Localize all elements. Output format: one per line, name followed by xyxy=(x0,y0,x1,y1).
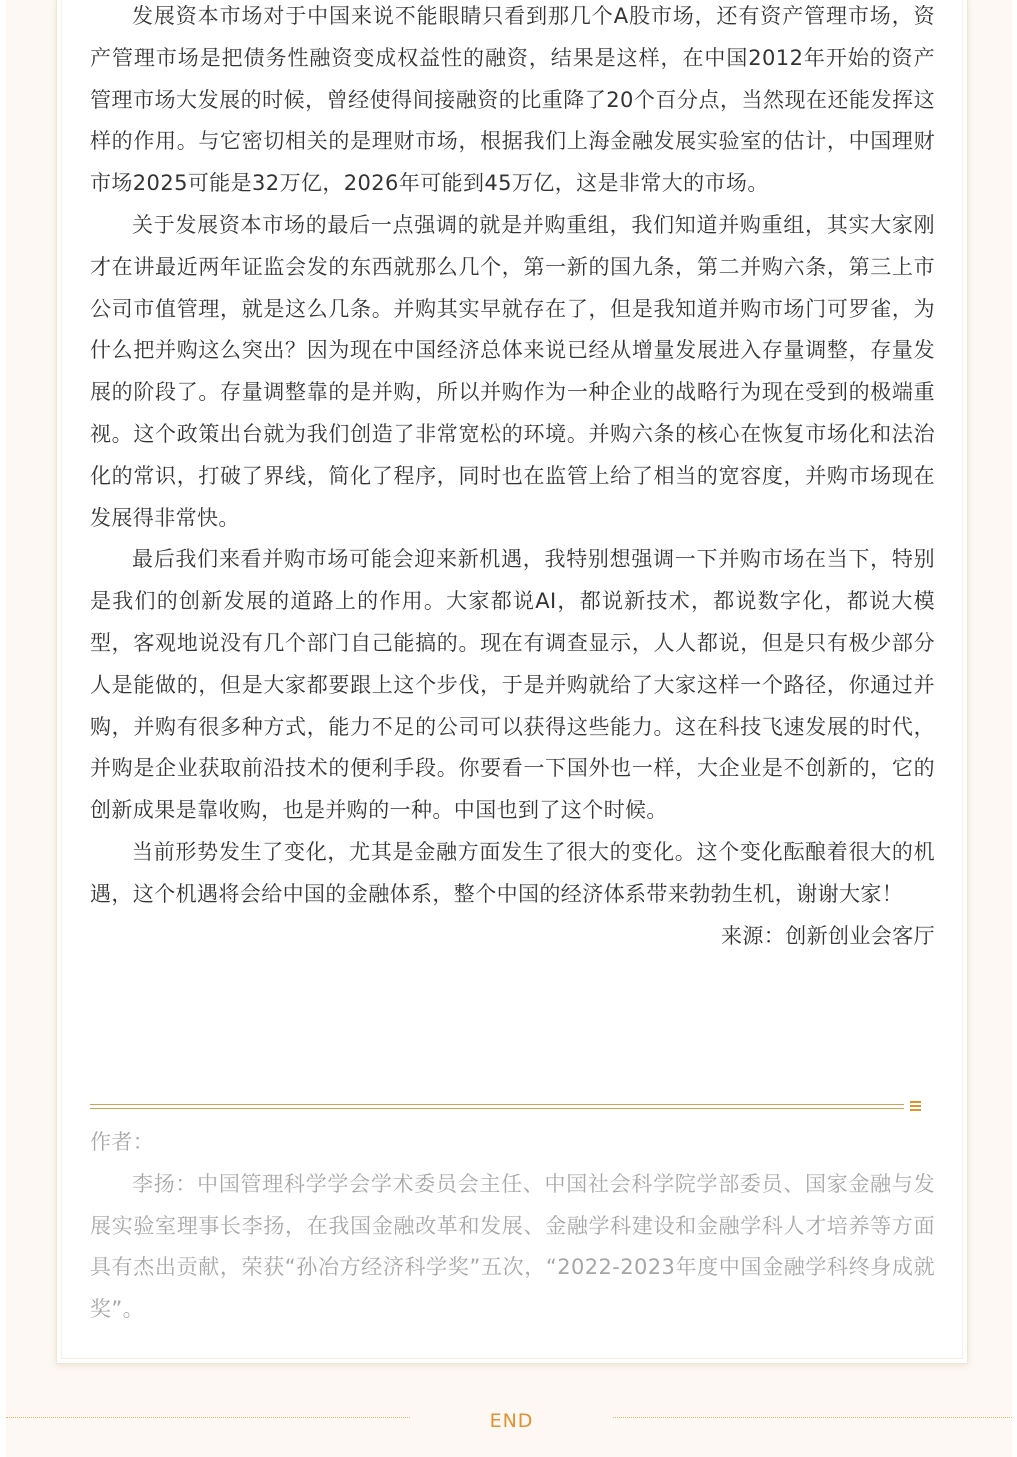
section-divider xyxy=(90,1098,935,1118)
article-paragraph: 最后我们来看并购市场可能会迎来新机遇，我特别想强调一下并购市场在当下，特别是我们的创新发展的道路上的作用。大家都说AI，都说新技术，都说数字化，都说大模型，客观地说没有几个部门自己能搞的。现在有调查显示，人人都说，但是只有极少部分人是能做的，但是大家都要跟上这个步伐，于是并购就给了大家这样一个路径，你通过并购，并购有很多种方式，能力不足的公司可以获得这些能力。这在科技飞速发展的时代，并购是企业获取前沿技术的便利手段。你要看一下国外也一样，大企业是不创新的，它的创新成果是靠收购，也是并购的一种。中国也到了这个时候。 xyxy=(90,547,935,823)
menu-lines-icon xyxy=(910,1100,922,1113)
author-bio: 李扬：中国管理科学学会学术委员会主任、中国社会科学院学部委员、国家金融与发展实验室理事长李扬，在我国金融改革和发展、金融学科建设和金融学科人才培养等方面具有杰出贡献，荣获“孙冶方经济科学奖”五次，“2022-2023年度中国金融学科终身成就奖”。 xyxy=(90,1171,935,1322)
author-section xyxy=(90,1122,935,1331)
article-paragraph: 发展资本市场对于中国来说不能眼睛只看到那几个A股市场，还有资产管理市场，资产管理市场是把债务性融资变成权益性的融资，结果是这样，在中国2012年开始的资产管理市场大发展的时候，曾经使得间接融资的比重降了20个百分点，当然现在还能发挥这样的作用。与它密切相关的是理财市场，根据我们上海金融发展实验室的估计，中国理财市场2025可能是32万亿，2026年可能到45万亿，这是非常大的市场。 xyxy=(90,4,935,196)
end-line-right xyxy=(613,1417,1012,1418)
divider-double-line xyxy=(90,1104,904,1109)
end-line-left xyxy=(6,1417,410,1418)
end-marker xyxy=(6,1406,1012,1442)
end-label: END xyxy=(489,1410,534,1432)
article-body xyxy=(90,0,935,957)
article-source: 来源：创新创业会客厅 xyxy=(721,923,935,948)
article-paragraph: 关于发展资本市场的最后一点强调的就是并购重组，我们知道并购重组，其实大家刚才在讲最近两年证监会发的东西就那么几个，第一新的国九条，第二并购六条，第三上市公司市值管理，就是这么几条。并购其实早就存在了，但是我知道并购市场门可罗雀，为什么把并购这么突出？因为现在中国经济总体来说已经从增量发展进入存量调整，存量发展的阶段了。存量调整靠的是并购，所以并购作为一种企业的战略行为现在受到的极端重视。这个政策出台就为我们创造了非常宽松的环境。并购六条的核心在恢复市场化和法治化的常识，打破了界线，简化了程序，同时也在监管上给了相当的宽容度，并购市场现在发展得非常快。 xyxy=(90,212,935,530)
author-label: 作者： xyxy=(90,1130,155,1154)
article-paragraph: 当前形势发生了变化，尤其是金融方面发生了很大的变化。这个变化酝酿着很大的机遇，这个机遇将会给中国的金融体系，整个中国的经济体系带来勃勃生机，谢谢大家！ xyxy=(90,839,935,906)
